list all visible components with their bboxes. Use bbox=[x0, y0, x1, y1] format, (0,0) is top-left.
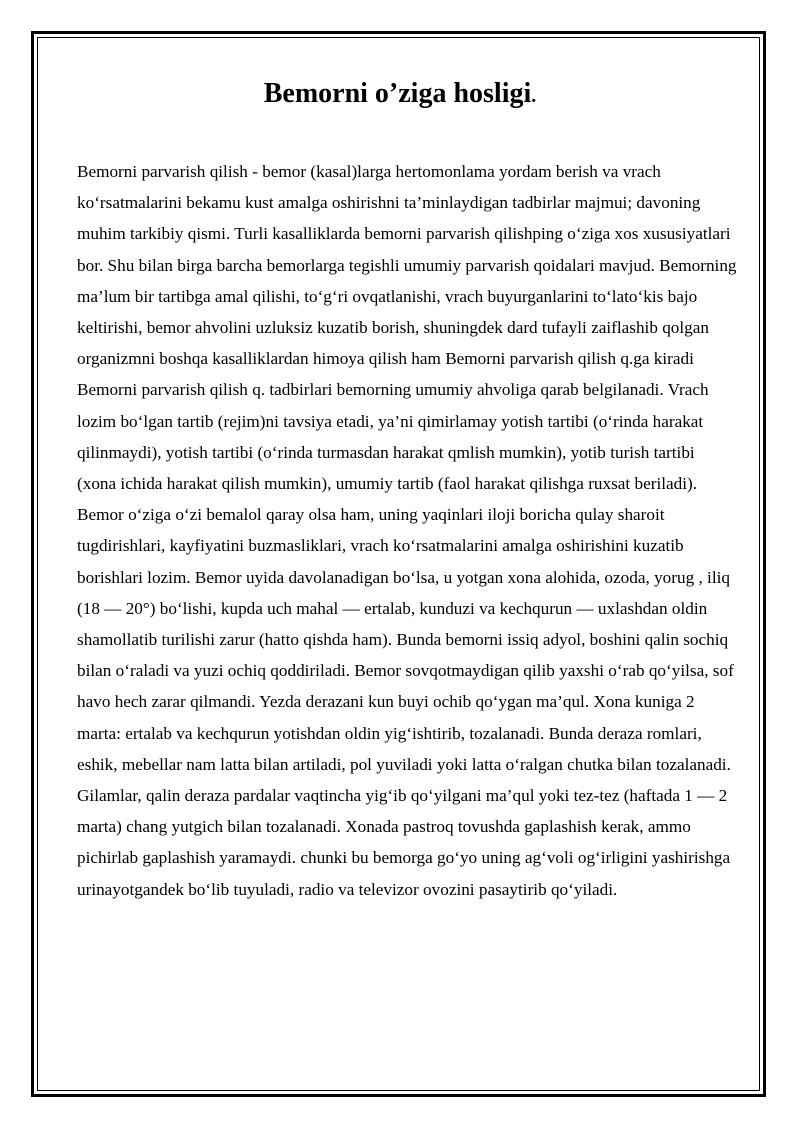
page-title bbox=[0, 76, 800, 114]
body-paragraph: Bemorni parvarish qilish - bemor (kasal)larga hertomonlama yordam berish va vrach ko‘rsatmalarini bekamu kust amalga oshirishni ta’minlaydigan tadbirlar majmui; davoning muhim tarkibiy qismi. Turli kasalliklarda bemorni parvarish qilishping o‘ziga xos xususiyatlari bor. Shu bilan birga barcha bemorlarga tegishli umumiy parvarish qoidalari mavjud. Bemorning ma’lum bir tartibga amal qilishi, to‘g‘ri ovqatlanishi, vrach buyurganlarini to‘lato‘kis bajo keltirishi, bemor ahvolini uzluksiz kuzatib borish, shuningdek dard tufayli zaiflashib qolgan organizmni boshqa kasalliklardan himoya qilish ham Bemorni parvarish qilish q.ga kiradi Bemorni parvarish qilish q. tadbirlari bemorning umumiy ahvoliga qarab belgilanadi. Vrach lozim bo‘lgan tartib (rejim)ni tavsiya etadi, ya’ni qimirlamay yotish tartibi (o‘rinda harakat qilinmaydi), yotish tartibi (o‘rinda turmasdan harakat qmlish mumkin), yotib turish tartibi (xona ichida harakat qilish mumkin), umumiy tartib (faol harakat qilishga ruxsat beriladi). Bemor o‘ziga o‘zi bemalol qaray olsa ham, uning yaqinlari iloji boricha qulay sharoit tugdirishlari, kayfiyatini buzmasliklari, vrach ko‘rsatmalarini amalga oshirishini kuzatib borishlari lozim. Bemor uyida davolanadigan bo‘lsa, u yotgan xona alohida, ozoda, yorug , iliq (18 — 20°) bo‘lishi, kupda uch mahal — ertalab, kunduzi va kechqurun — uxlashdan oldin shamollatib turilishi zarur (hatto qishda ham). Bunda bemorni issiq adyol, boshini qalin sochiq bilan o‘raladi va yuzi ochiq qoddiriladi. Bemor sovqotmaydigan qilib yaxshi o‘rab qo‘yilsa, sof havo hech zarar qilmandi. Yezda derazani kun buyi ochib qo‘ygan ma’qul. Xona kuniga 2 marta: ertalab va kechqurun yotishdan oldin yig‘ishtirib, tozalanadi. Bunda deraza romlari, eshik, mebellar nam latta bilan artiladi, pol yuviladi yoki latta o‘ralgan chutka bilan tozalanadi. Gilamlar, qalin deraza pardalar vaqtincha yig‘ib qo‘yilgani ma’qul yoki tez-tez (haftada 1 — 2 marta) chang yutgich bilan tozalanadi. Xonada pastroq tovushda gaplashish kerak, ammo pichirlab gaplashish yaramaydi. chunki bu bemorga go‘yo uning ag‘voli og‘irligini yashirishga urinayotgandek bo‘lib tuyuladi, radio va televizor ovozini pasaytirib qo‘yiladi. bbox=[77, 162, 737, 899]
page-title-dot: . bbox=[531, 85, 537, 107]
page-title-text: Bemorni o’ziga hosligi bbox=[263, 78, 532, 109]
